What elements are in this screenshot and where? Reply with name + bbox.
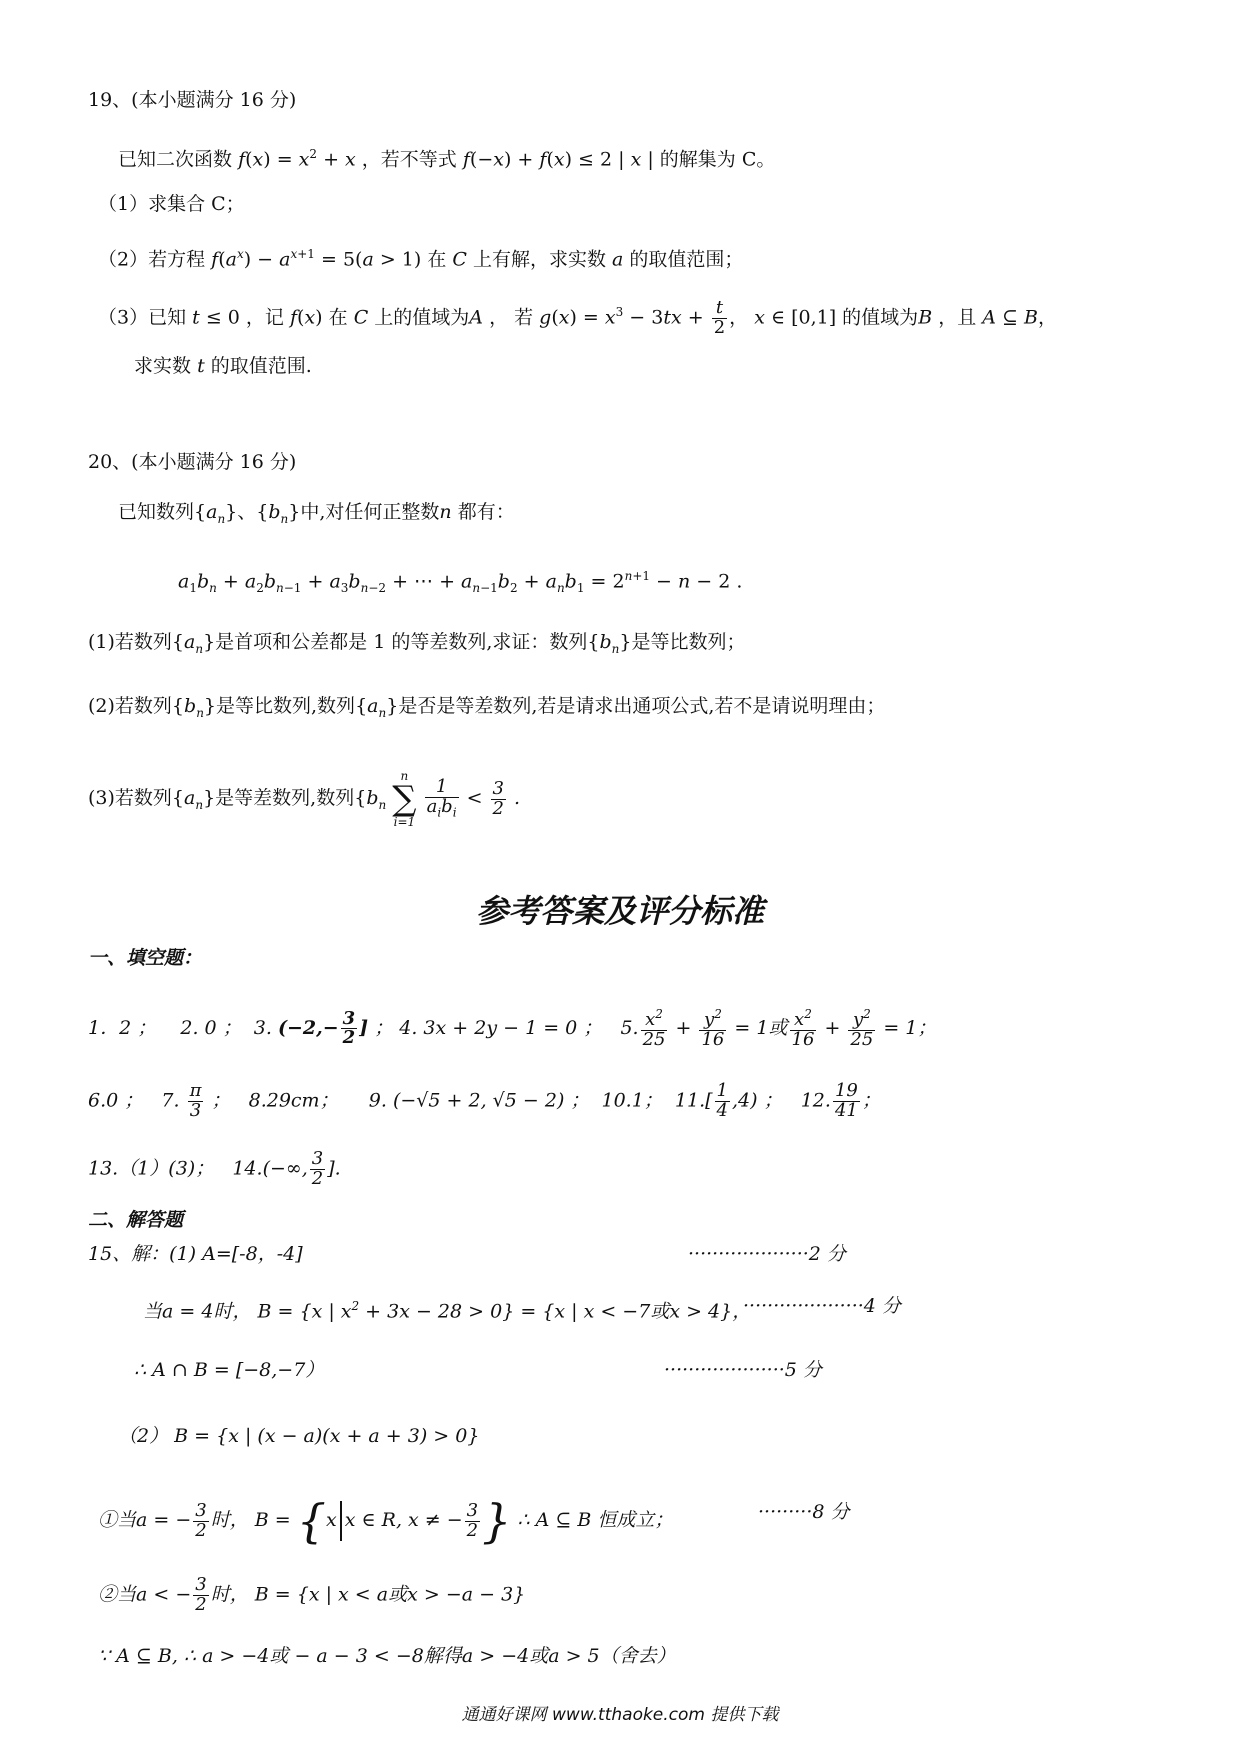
- q20-part3: (3)若数列$\{a_n\}$是等差数列,数列{$b_n$ n ∑ i=1 $\frac{1}{a_ib_i}$ < $\frac{3}{2}$ .: [88, 769, 521, 829]
- solution-15-part2: （2） B = {x | (x − a)(x + a + 3) > 0}: [118, 1425, 480, 1447]
- q19-header: 19、(本小题满分 16 分): [88, 89, 297, 111]
- answers-row-3: 13.（1）(3)； 14.(−∞, $\frac{3}{2}$ ].: [88, 1148, 341, 1189]
- q20-part1: (1)若数列$\{a_n\}$是首项和公差都是 1 的等差数列,求证：数列$\{b_n\}$是等比数列；: [88, 631, 746, 656]
- section-fill-blank: 一、填空题：: [88, 947, 203, 969]
- solution-15-conclusion: ∵ A ⊆ B, ∴ a > −4或 − a − 3 < −8解得a > −4或a > 5（舍去）: [98, 1645, 676, 1667]
- q20-part2: (2)若数列$\{b_n\}$是等比数列,数列$\{a_n\}$是否是等差数列,若是请求出通项公式,若不是请说明理由；: [88, 695, 886, 720]
- answers-row-1: 1．2 ； 2. 0 ； 3. (−2,− $\frac{3}{2}$ ] ； 4. 3x + 2y − 1 = 0 ； 5. $\frac{x^2}{25}$ + $\frac{y^2}{16}$ = 1或 $\frac{x^2}{16}$ + $\frac{y^2}{25}$ = 1；: [88, 1007, 937, 1050]
- solution-15-intersection: ∴ A ∩ B = [−8,−7） ····················5 分: [134, 1359, 822, 1381]
- q20-header: 20、(本小题满分 16 分): [88, 451, 297, 473]
- answers-title: 参考答案及评分标准: [475, 892, 764, 930]
- solution-15-case2: ②当a < − $\frac{3}{2}$ 时， B = {x | x < a或x > −a − 3}: [98, 1574, 526, 1615]
- q20-stem: 已知数列$\{a_n\}$、$\{b_n\}$中,对任何正整数n 都有：: [118, 501, 515, 526]
- q19-stem: 已知二次函数 $f(x) = x^2 + x$ ，若不等式 f(−x) + f(x) ≤ 2 | x | 的解集为 C。: [118, 147, 776, 171]
- footer-credit: 通通好课网 www.tthaoke.com 提供下载: [461, 1705, 779, 1725]
- q20-formula: $a_1b_n + a_2b_{n-1} + a_3b_{n-2}$ + ⋯ + $a_{n-1}b_2 + a_nb_1 = 2^{n+1} - n - 2$ .: [178, 569, 743, 596]
- q19-part2: （2）若方程 $f(a^x) - a^{x+1} = 5(a > 1)$ 在 C 上有解，求实数 a 的取值范围；: [98, 247, 744, 271]
- solution-15-part1: 15、解：(1) A=[-8，-4] ····················2 分: [88, 1243, 846, 1265]
- answers-row-2: 6.0 ； 7. $\frac{\pi}{3}$ ； 8.29cm； 9. (−√5 + 2, √5 − 2) ； 10.1； 11.[ $\frac{1}{4}$ ,4) ； 12. $\frac{19}{41}$ ；: [88, 1080, 881, 1121]
- q19-part3: （3）已知 t ≤ 0 ，记 f(x) 在 C 上的值域为A ， 若 $g(x) = x^3 - 3tx$ + $\frac{t}{2}$ ， x ∈ [0,1] 的值域为B ，且 A ⊆ B，: [98, 296, 1057, 338]
- q19-part1: （1）求集合 C；: [98, 193, 245, 215]
- section-solutions: 二、解答题: [88, 1209, 184, 1231]
- solution-15-case1: ①当a = − $\frac{3}{2}$ 时， B = {x x ∈ R, x ≠ − $\frac{3}{2}$ } ∴ A ⊆ B 恒成立； ·········8 分: [98, 1494, 850, 1548]
- solution-15-set-b: 当a = 4时， B = {x | $x^2 + 3x - 28 > 0\} = \{x$ | x < −7或x > 4}， ····················4 分: [143, 1295, 901, 1323]
- q19-part3-cont: 求实数 t 的取值范围.: [134, 355, 312, 377]
